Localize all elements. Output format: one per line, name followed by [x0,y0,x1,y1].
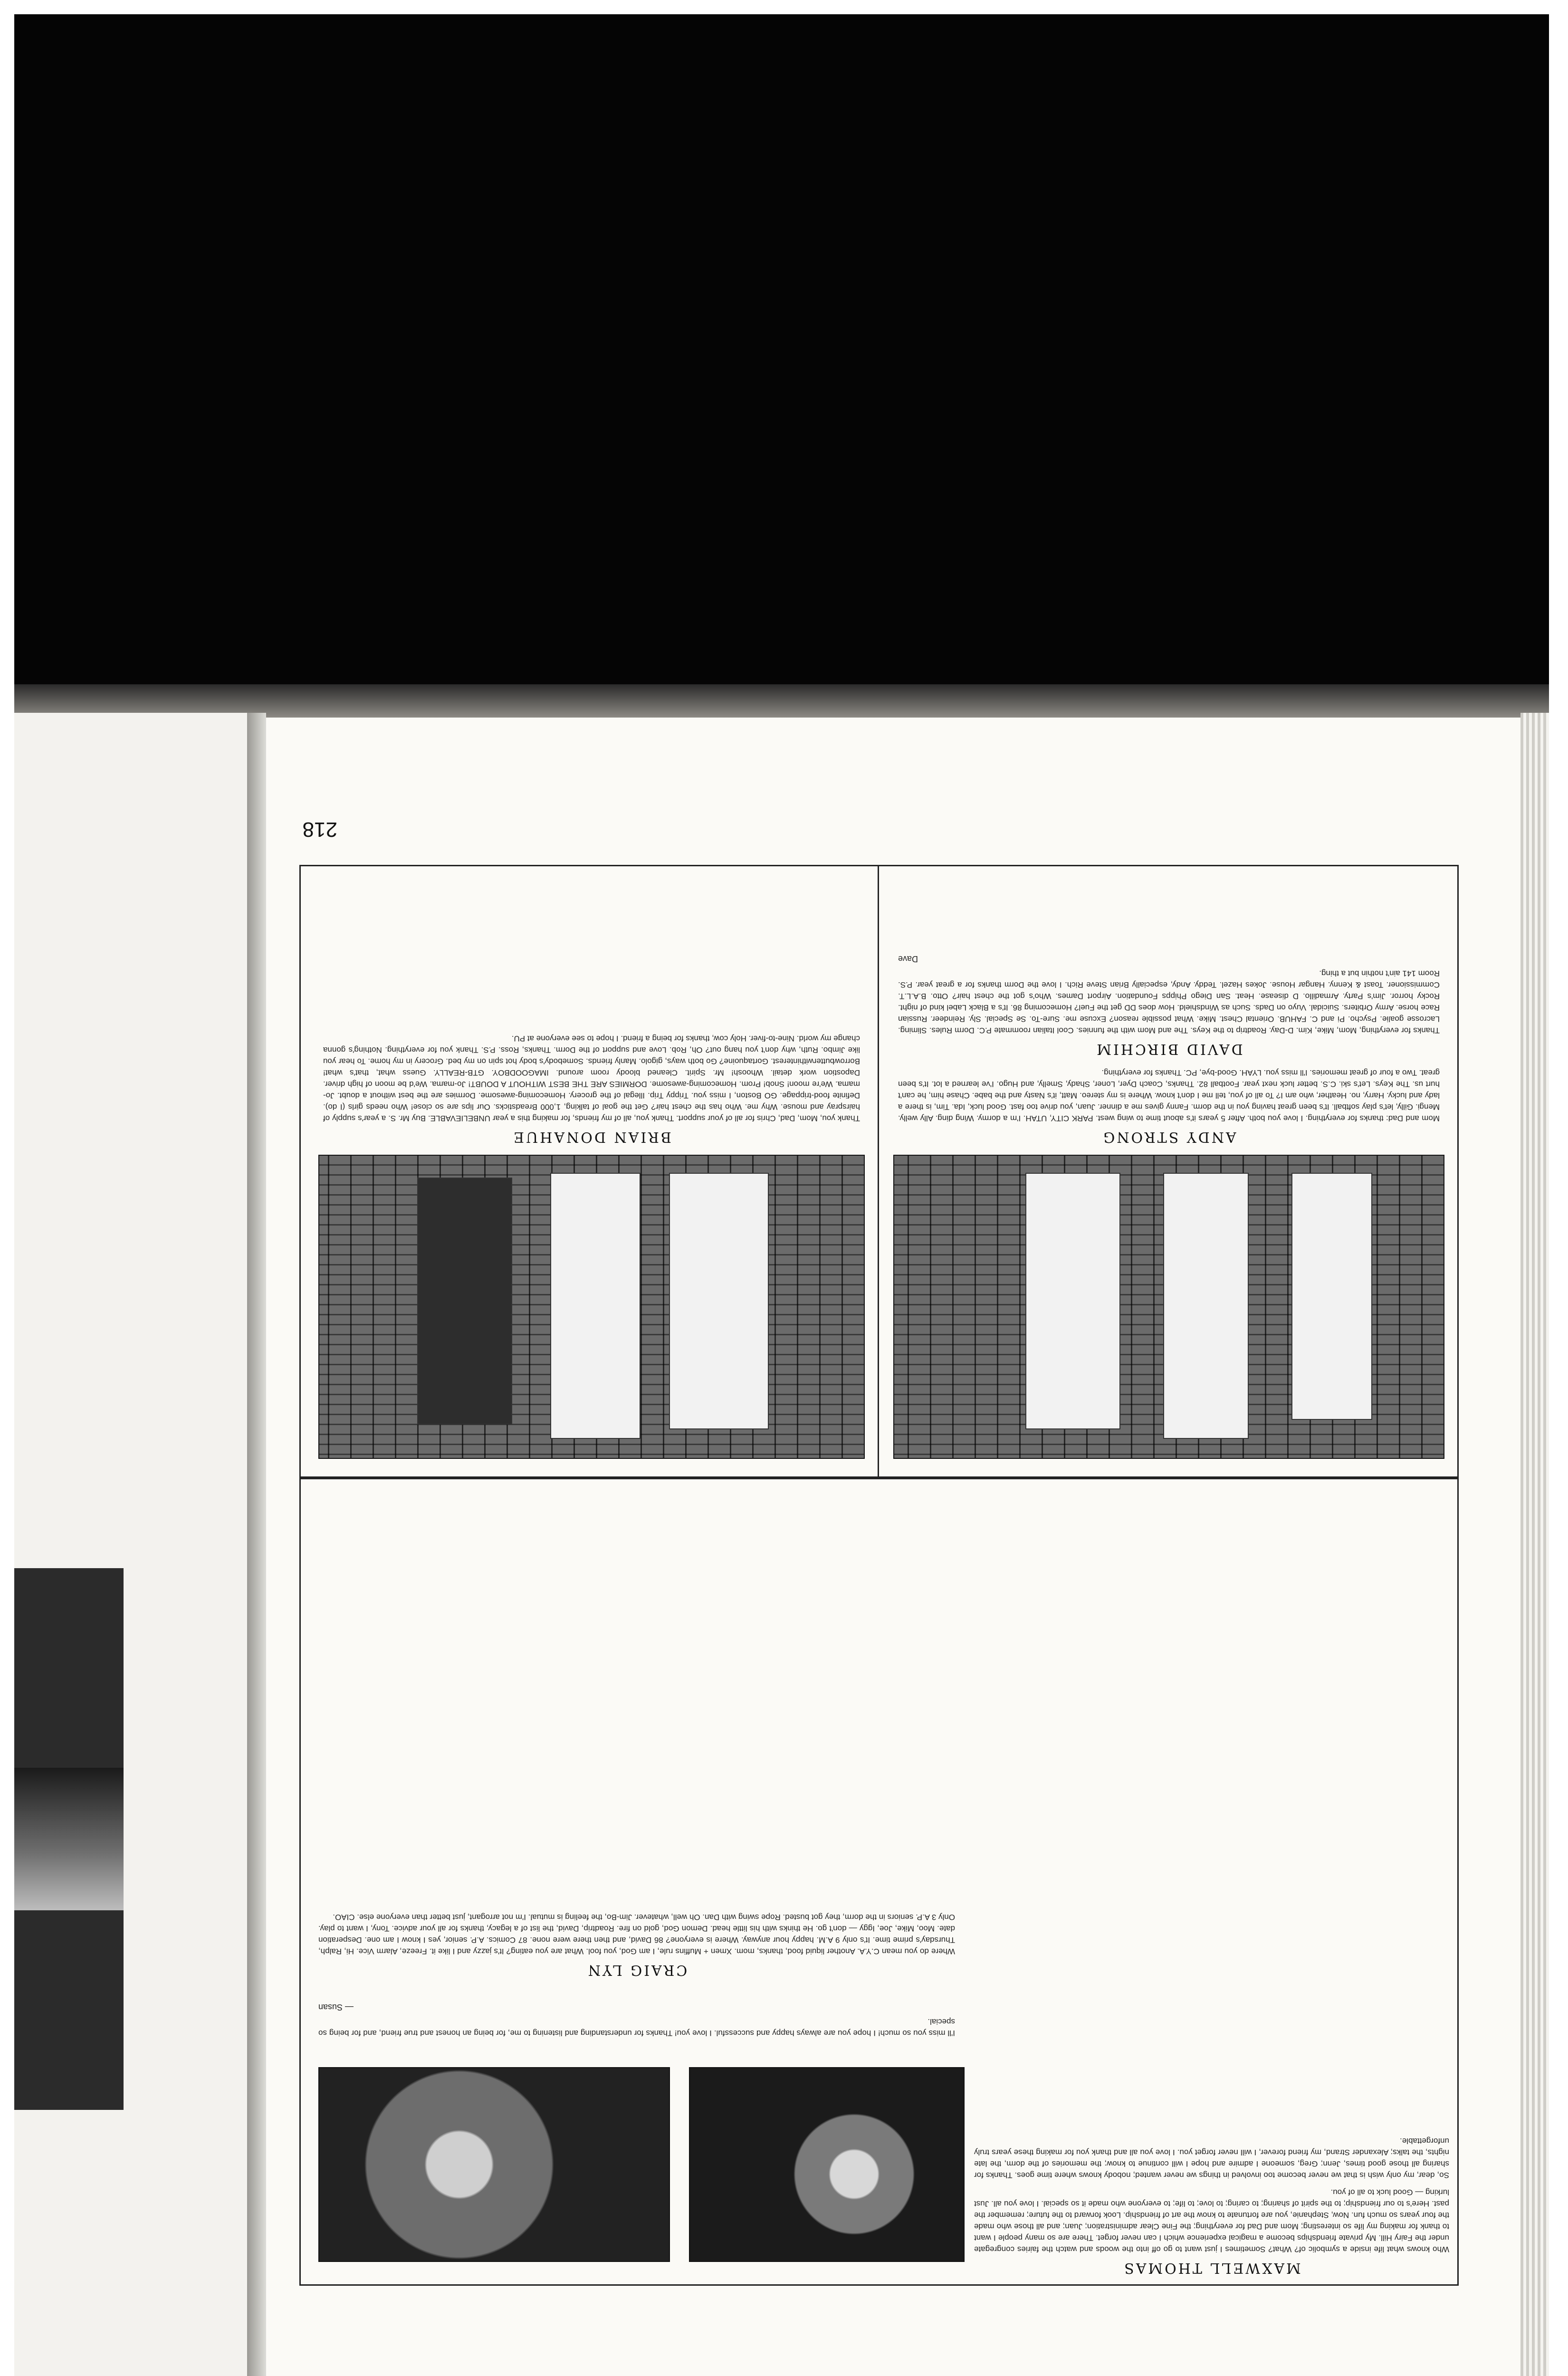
david-body: Thanks for everything, Mom, Mike, Kim. D-Day. Roadtrip to the Keys. The and Mom with the funnies. Cool Italian roommate P.C. Dorm Rules. Sliming. Lacrosse goalie. Psycho. Pi and C. FAHUB. Oriental Chest. Mike. What possible reason? Excuse me. Sure-To. Se Special. Sly. Reindeer. Russian Race horse. Army Orbiters. Suicidal. Vuyo on Dads. Such as Windshield. How does DD get the Fuel? Homecoming 86. It's a Black Label kind of night. Rocky horror. Jim's Party. Armadillo. D disease. Heat. San Diego Phipps Foundation. Airport Dames. Who's got the chest hair? Otto. B.A.L.T. Commissioner. Toast & Kenny. Hangar House. Jokes Hazel. Teddy. Andy, especially Brian Steve Rich. I love the Dorm thanks for a great year. P.S. Room 141 ain't nothin but a thing. [898,969,1440,1035]
david-name: DAVID BIRCHIM [1095,1041,1243,1057]
upside-down-content [285,818,1473,2286]
person-figure [1291,1173,1372,1420]
andy-name: ANDY STRONG [1101,1129,1236,1145]
maxwell-name: MAXWELL THOMAS [1122,2260,1301,2276]
craig-section [318,1911,955,2039]
craig-signature: — Susan [318,2002,354,2012]
person-figure [669,1173,769,1429]
person-figure [550,1173,641,1439]
andy-photo [893,1155,1444,1459]
gutter-shadow [247,713,266,2376]
maxwell-body-2: So, dear, my only wish is that we never become too involved in things we never wanted; nobody knows where time goes. Thanks for sharing all those good times, Jenn; Greg, someone I admire and hope I will continue to know; the memories of the dorm, the late nights, the talks; Alexander Strand, my friend forever, I will never forget you. I love you all and thank you for making these years truly unforgettable. [974,2136,1449,2180]
brian-name: BRIAN DONAHUE [512,1129,671,1145]
person-figure [1163,1173,1249,1439]
page-number: 218 [302,818,337,841]
craig-body-2: I'll miss you so much! I hope you are always happy and successful. I love you! Thanks for understanding and listening to me, for being an honest and true friend, and for being so special. [318,2017,955,2038]
andy-section [898,954,1440,1145]
brian-photo [318,1155,865,1459]
maxwell-body: Who knows what life inside a symbolic of? What? Sometimes I just want to go off into the woods and watch the fairies congregate under the Fairy Hill. My private friendships become a magical experience which I can never forget. There are so many people I want to thank for making my life so interesting; Mom and Dad for everything; the Fine Clear administration; Juan; and all those who made the four years so much fun. Now, Stephanie, you are fortunate to know the art of friendship. Look forward to the future; remember the past. Here's to our friendship; to the spirit of sharing; to caring; to love; to life; to everyone who made it so special. I love you all. Just lurking — Good luck to all of you. [974,2188,1449,2254]
brian-section [323,1033,860,1145]
andy-body: Mom and Dad: thanks for everything. I love you both. After 5 years it's about time to wing west. PARK CITY, UTAH. I'm a dormy. Wing ding. Ally welly. Mengi. Gilly, let's play softball. It's been great having you in the dorm. Fanny gives me a dinner. Juan, you drive too fast. Good luck, Ida. Tim, is there a lady and lucky. Harry, no. Heather, who am I? To all of you, tell me I don't know. Where is my stereo. Matt, it's Nasty and the babe. Chase him, he can't hurt us. The Keys. Let's ski. C.S. better luck next year. Football 82. Thanks, Coach Dyer, Loner, Shady, Smelly, and Hugo. I've learned a lot. It's been great. Two a four of great memories. I'll miss you. LYAH. Good-bye, PC. Thanks for everything. [898,1068,1440,1123]
craig-photo-1 [689,2067,965,2262]
page-stack-edge [1520,713,1549,2376]
craig-photo-2 [318,2067,670,2262]
craig-body: Where do you mean C.Y.A. Another liquid food, thanks, mom. Xmen + Muffins rule, I am God, you fool. What are you eating? It's jazzy and I like it. Freeze, Alarm Vice. Hi, Ralph, Thursday's prime time. It's only 9 A.M. happy hour anyway. Where is everyone? 86 David, and then there were none. 87 Comics. A.P. senior, yes I know I am one. Desperation date. Moo, Mike, Joe, Iggy — don't go. He thinks with his little head. Demon God, gold on fire. Roadtrip, David, the list of a legacy, thanks for all your advice. Tony, I want to play. Only 3 A.P. seniors in the dorm, they got busted. Rope swing with Dan. Oh well, whatever. Jim-Bo, the feeling is mutual. I'm not arrogant, just better than everyone else. CIAO. [318,1913,955,1956]
person-figure [1025,1173,1120,1429]
david-signature: Dave [898,954,918,964]
person-figure [417,1178,512,1425]
brian-body: Thank you, Mom, Dad, Chris for all of your support. Thank you, all of my friends, for making this a year UNBELIEVABLE. Buy Mr. S. a year's supply of hairspray and mouse. Why me. Who has the chest hair? Get the goal of talking, 1,000 Breadsticks. Our lips are so close! Who needs girls (I do). Definite food-trippage. GO Boston, I miss you. Trippy Trip. Illegal of the grocery. Homecoming-awesome. Dormies are the best without a doubt. Jo-mama. We're moon! Snob! Prom. Homecoming-awesome. DORMIES ARE THE BEST WITHOUT A DOUBT! Jo-mama. We'd be moon of high driver. Dapostion work detail. Whoosh! Mr. Spirit. Cleaned bloody room around. IMAGOODBOY. GTB-REALLY. Guess what, that's what! Borrowbutterwithinterest. Gortaquoine? Go both ways, gigolo. Manly friends. Somebody's body hot spin on my bed. Grocery in my home. To hear you like Jimbo. Ruth, why don't you hang out? Oh, Rob. Love and support of the Dorm. Thanks, Ross. P.S. Thank you for everything. Nothing's gonna change my world. Nine-to-fiver. Holy cow, thanks for being a friend. I hope to see everyone at PU. [323,1034,860,1123]
facing-page-photo [14,1568,124,2110]
column-divider [878,865,879,1478]
scanner-background [14,14,1549,699]
craig-name: CRAIG LYN [586,1962,688,1978]
facing-page [14,713,252,2376]
maxwell-section [974,2135,1449,2276]
